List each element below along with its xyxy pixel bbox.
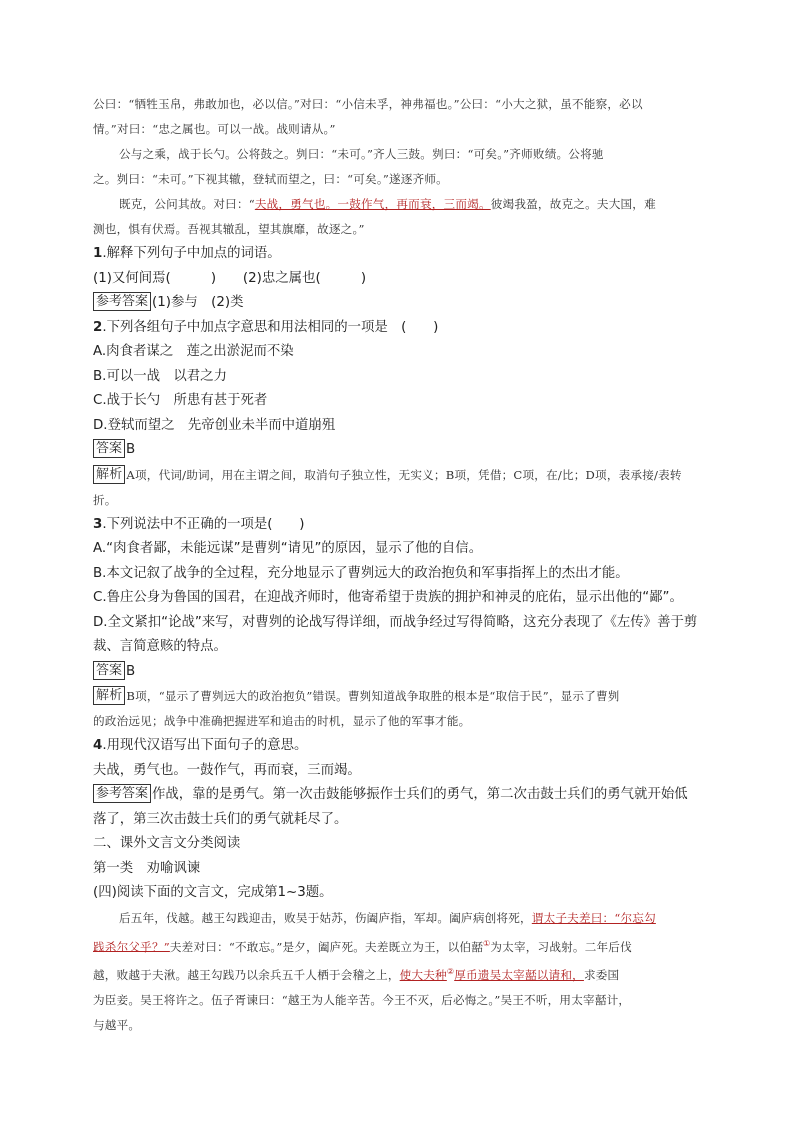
option-d: D.登轼而望之 先帝创业未半而中道崩殂 xyxy=(93,417,336,433)
category-heading: 第一类 劝喻讽谏 xyxy=(93,860,201,876)
answer-text: B xyxy=(126,442,136,457)
passage-text: 既克，公问其故。对曰：“ xyxy=(119,197,255,211)
answer-tag: 参考答案 xyxy=(93,292,151,311)
analysis-text: B项，“显示了曹刿远大的政治抱负”错误。曹刿知道战争取胜的根本是“取信于民”，显示了曹刿 xyxy=(126,689,620,703)
option-b: B.本文记叙了战争的全过程，充分地显示了曹刿远大的政治抱负和军事指挥上的杰出才能。 xyxy=(93,565,629,581)
question-number: 2 xyxy=(93,319,103,335)
question-text xyxy=(93,316,703,341)
highlighted-sentence: 谓太子夫差曰：“尔忘勾 xyxy=(531,910,656,925)
option-a: A.肉食者谋之 莲之出淤泥而不染 xyxy=(93,344,294,359)
highlighted-sentence: 夫战，勇气也。一鼓作气，再而衰，三而竭。 xyxy=(254,197,491,211)
answer-text: 作战，靠的是勇气。第一次击鼓能够振作士兵们的勇气，第二次击鼓士兵们的勇气就开始低 xyxy=(152,787,688,802)
passage-2 xyxy=(93,906,703,1039)
passage-1-line: 公曰：“牺牲玉帛，弗敢加也，必以信。”对曰：“小信未孚，神弗福也。”公曰：“小大之狱，虽不能察，必以 xyxy=(93,97,643,111)
answer-row xyxy=(93,660,703,685)
highlighted-sentence: 践杀尔父乎？” xyxy=(93,939,170,954)
question-4 xyxy=(93,734,703,832)
passage-2-line xyxy=(93,906,703,931)
passage-text: 求委国 xyxy=(583,968,620,983)
highlighted-sentence: 使大夫种 xyxy=(399,968,447,983)
passage-1-line: 之。刿曰：“未可。”下视其辙，登轼而望之，曰：“可矣。”遂逐齐师。 xyxy=(93,172,448,186)
option-b: B.可以一战 以君之力 xyxy=(93,368,227,384)
answer-tag: 参考答案 xyxy=(93,784,151,803)
passage-1-line: 情。”对曰：“忠之属也。可以一战。战则请从。” xyxy=(93,122,336,136)
section-2 xyxy=(93,832,703,906)
footnote-marker[interactable]: ② xyxy=(446,967,455,977)
passage-1-line: 测也，惧有伏焉。吾视其辙乱，望其旗靡，故逐之。” xyxy=(93,222,365,236)
question-stem: .解释下列句子中加点的词语。 xyxy=(102,246,281,261)
analysis-block xyxy=(93,684,703,734)
passage-text: 夫差对曰：“不敢忘。”是夕，阖庐死。夫差既立为王，以伯嚭 xyxy=(169,939,483,954)
question-1 xyxy=(93,242,703,316)
analysis-text: A项，代词/助词，用在主谓之间，取消句子独立性，无实义；B项，凭借；C项，在/比；D项，表承接/表转 xyxy=(126,467,682,482)
reading-instructions: (四)阅读下面的文言文，完成第1~3题。 xyxy=(93,885,333,900)
analysis-line: 的政治远见；战争中准确把握进军和追击的时机，显示了他的军事才能。 xyxy=(93,714,471,728)
passage-text: 越，败越于夫湫。越王勾践乃以余兵五千人栖于会稽之上， xyxy=(93,968,400,983)
question-stem: .下列说法中不正确的一项是( ) xyxy=(102,516,305,532)
section-heading: 二、课外文言文分类阅读 xyxy=(93,836,241,851)
answer-row xyxy=(93,438,703,463)
option-d: D.全文紧扣“论战”来写，对曹刿的论战写得详细，而战争经过写得简略，这充分表现了《左传》善于剪 xyxy=(93,614,698,630)
passage-1-line: 公与之乘，战于长勺。公将鼓之。刿曰：“未可。”齐人三鼓。刿曰：“可矣。”齐师败绩。公将驰 xyxy=(119,147,604,161)
question-items: (1)又何间焉( ) (2)忠之属也( ) xyxy=(93,270,367,286)
passage-text: 彼竭我盈，故克之。夫大国，难 xyxy=(490,197,656,211)
question-stem: .用现代汉语写出下面句子的意思。 xyxy=(102,738,308,753)
analysis-tag: 解析 xyxy=(93,686,125,705)
analysis-line xyxy=(93,684,703,709)
answer-tag: 答案 xyxy=(93,439,125,458)
analysis-line: 折。 xyxy=(93,492,117,507)
analysis-line xyxy=(93,463,703,488)
question-text xyxy=(93,734,703,759)
document-page xyxy=(93,92,703,1038)
question-2 xyxy=(93,316,703,513)
highlighted-sentence: 厚币遗吴太宰嚭以请和， xyxy=(454,968,584,983)
analysis-block xyxy=(93,463,703,513)
passage-text: 后五年，伐越。越王勾践迎击，败吴于姑苏，伤阖庐指，军却。阖庐病创将死， xyxy=(119,910,532,925)
passage-2-line: 与越平。 xyxy=(93,1018,141,1033)
footnote-marker[interactable]: ① xyxy=(482,938,491,948)
answer-row xyxy=(93,783,703,808)
answer-tag: 答案 xyxy=(93,661,125,680)
question-3 xyxy=(93,513,703,735)
answer-text: B xyxy=(126,663,136,679)
analysis-tag: 解析 xyxy=(93,465,125,484)
option-c: C.鲁庄公身为鲁国的国君，在迎战齐师时，他寄希望于贵族的拥护和神灵的庇佑，显示出他的“鄙”。 xyxy=(93,590,683,605)
question-number: 4 xyxy=(93,738,103,753)
passage-text: 为太宰，习战射。二年后伐 xyxy=(490,939,632,954)
question-text xyxy=(93,513,703,538)
passage-1 xyxy=(93,92,703,242)
question-stem: .下列各组句子中加点字意思和用法相同的一项是 ( ) xyxy=(102,319,439,335)
question-number: 3 xyxy=(93,516,103,532)
answer-text-continued: 落了，第三次击鼓士兵们的勇气就耗尽了。 xyxy=(93,811,348,827)
option-d-continued: 裁、言简意赅的特点。 xyxy=(93,639,227,654)
option-c: C.战于长勺 所患有甚于死者 xyxy=(93,393,268,408)
question-number: 1 xyxy=(93,246,103,261)
passage-2-line xyxy=(93,931,703,960)
answer-row xyxy=(93,291,703,316)
option-a: A.“肉食者鄙，未能远谋”是曹刿“请见”的原因，显示了他的自信。 xyxy=(93,541,483,556)
question-text xyxy=(93,242,703,267)
passage-2-line xyxy=(93,959,703,988)
passage-1-line xyxy=(93,192,703,217)
question-sentence: 夫战，勇气也。一鼓作气，再而衰，三而竭。 xyxy=(93,762,361,778)
passage-2-line: 为臣妾。吴王将许之。伍子胥谏曰：“越王为人能辛苦。今王不灭，后必悔之。”吴王不听，用太宰嚭计， xyxy=(93,993,631,1008)
answer-text: (1)参与 (2)类 xyxy=(152,295,244,310)
